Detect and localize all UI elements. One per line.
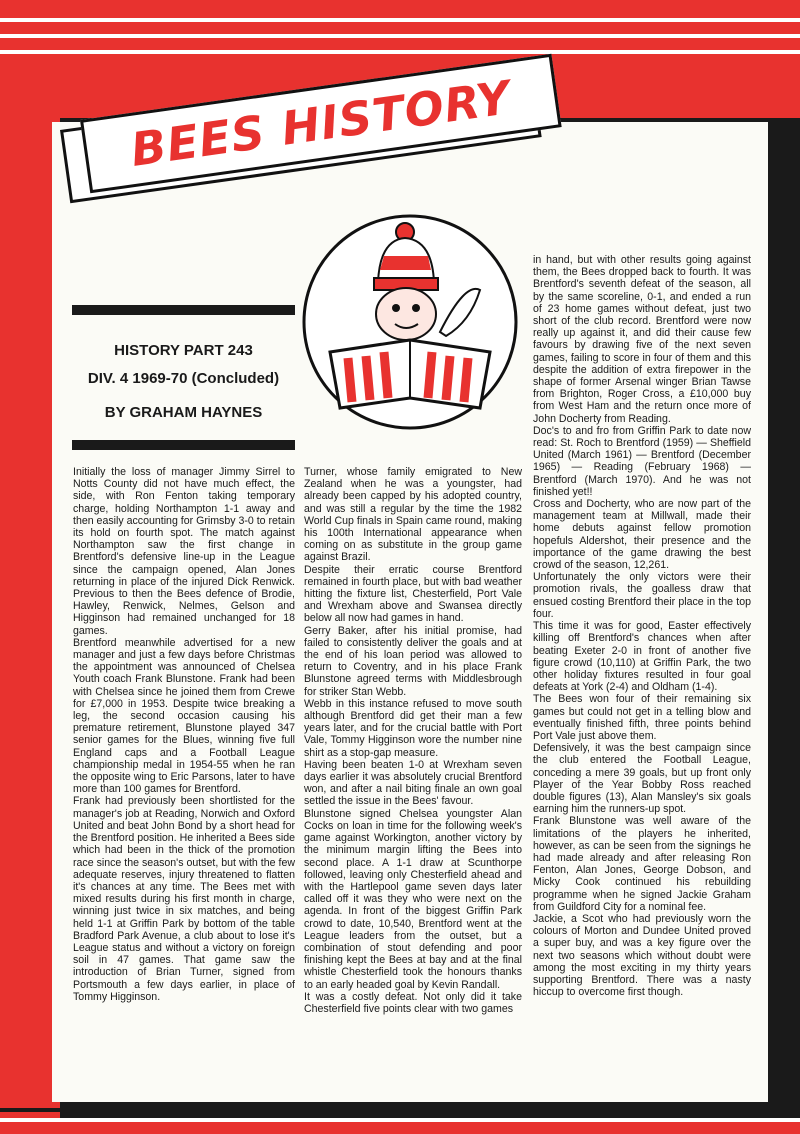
paragraph: Brentford meanwhile advertised for a new manager and just a few days before Christmas the appointment was announced of Chelsea Youth coach Frank Blunstone. Frank had been with Chelsea since he joined them from Crewe for £7,000 in 1953. Despite twice breaking a leg, the second occasion causing his premature retirement, Blunstone played 347 senior games for the Blues, winning five full England caps and a Football League championship medal in 1954-55 when he ran the opposite wing to Eric Parsons, later to have more than 100 games for Brentford. (73, 636, 295, 796)
paragraph: Blunstone signed Chelsea youngster Alan Cocks on loan in time for the following week's game against Workington, another victory by the minimum margin lifting the Bees into second place. A 1-1 draw at Scunthorpe followed, leaving only Chesterfield ahead and with the Hartlepool game seven days later called off it was they who were next on the agenda. In front of the biggest Griffin Park crowd to date, 10,540, Brentford went at the League leaders from the outset, but a combination of stout defending and poor finishing kept the Bees at bay and at the final whistle Chesterfield took the honours thanks to an early headed goal by Kevin Randall. (304, 807, 522, 991)
division-heading: DIV. 4 1969-70 (Concluded) (87, 370, 280, 387)
article-column-middle (304, 466, 522, 1015)
paragraph: Doc's to and fro from Griffin Park to date now read: St. Roch to Brentford (1959) — Sheffield United (March 1961) — Brentford (December 1965) — Reading (February 1968) — Brentford (March 1970). And he was not finished yet!! (533, 424, 751, 498)
bee-mascot-reading-book-icon (300, 212, 520, 432)
paragraph: Gerry Baker, after his initial promise, had failed to consistently deliver the goals and at the end of his loan period was allowed to return to Coventry, and in his place Frank Blunstone agreed terms with Middlesbrough for striker Stan Webb. (304, 624, 522, 698)
paragraph: in hand, but with other results going against them, the Bees dropped back to fourth. It was Brentford's seventh defeat of the season, all by the same scoreline, 0-1, and ended a run of 23 home games without defeat, just two short of the club record. Brentford were now really up against it, and did their cause few favours by drawing five of the next seven games, failing to score in four of them and this despite the addition of extra firepower in the shape of former Arsenal winger Brian Tawse from Brighton, Roger Cross, a £10,000 buy from West Ham and the return once more of John Docherty from Reading. (533, 254, 751, 425)
paragraph: Webb in this instance refused to move south although Brentford did get their man a few years later, and for the crucial battle with Port Vale, Tommy Higginson wore the number nine shirt as a stop-gap measure. (304, 697, 522, 759)
top-stripe-1 (0, 18, 800, 22)
top-stripe-3 (0, 50, 800, 54)
paragraph: The Bees won four of their remaining six games but could not get in a telling blow and eventually finished fifth, three points behind Port Vale just above them. (533, 693, 751, 742)
byline: BY GRAHAM HAYNES (104, 404, 263, 421)
paragraph: Having been beaten 1-0 at Wrexham seven days earlier it was absolutely crucial Brentford won, and after a nail biting finale an own goal settled the issue in the Bees' favour. (304, 758, 522, 808)
footer-rule-1 (0, 1108, 800, 1112)
paragraph: Unfortunately the only victors were their promotion rivals, the goalless draw that ensued costing Brentford their place in the top four. (533, 571, 751, 620)
page-title: BEES HISTORY (127, 70, 515, 177)
article-column-right (533, 254, 751, 998)
paragraph: It was a costly defeat. Not only did it take Chesterfield five points clear with two games (304, 990, 522, 1015)
paragraph: Despite their erratic course Brentford remained in fourth place, but with bad weather hitting the fixture list, Chesterfield, Port Vale and Wrexham above and Swansea directly below all now had games in hand. (304, 563, 522, 625)
paragraph: This time it was for good, Easter effectively killing off Brentford's chances when after beating Exeter 2-0 in front of another five figure crowd (10,110) at Griffin Park, the two other holiday fixtures resulted in four goal defeats at York (2-4) and Oldham (1-4). (533, 620, 751, 694)
part-heading: HISTORY PART 243 (114, 342, 253, 359)
paragraph: Cross and Docherty, who are now part of the management team at Millwall, made their home debuts against fellow promotion hopefuls Aldershot, their presence and the importance of the game drawing the best crowd of the season, 12,261. (533, 498, 751, 572)
header-rule-bottom (72, 440, 295, 450)
paragraph: Initially the loss of manager Jimmy Sirrel to Notts County did not have much effect, the side, with Ron Fenton taking temporary charge, holding Northampton 1-1 away and then easily accounting for Grimsby 3-0 to retain its hold on fourth spot. The match against Northampton saw the first change in Brentford's defensive line-up in the League since the campaign opened, Alan Jones returning in place of the injured Dick Renwick. Previous to then the Bees defence of Brodie, Hawley, Renwick, Nelmes, Gelson and Higginson had remained unchanged for 18 games. (73, 466, 295, 637)
paragraph: Turner, whose family emigrated to New Zealand when he was a youngster, had already been capped by his adopted country, and was still a regular by the time the 1982 World Cup finals in Spain came round, making his 100th International appearance when coming on as substitute in the group game against Brazil. (304, 466, 522, 564)
paragraph: Frank had previously been shortlisted for the manager's job at Reading, Norwich and Oxford United and beat John Bond by a short head for the Brentford position. He inherited a Bees side which had been in the thick of the promotion race since the season's outset, but with the few adequate reserves, injury threatened to flatten it's chances at any time. The Bees met with mixed results during his first month in charge, winning just twice in six matches, and being held 1-1 at Griffin Park by bottom of the table Bradford Park Avenue, a club about to lose it's League status and without a victory on foreign soil in 47 games. That game saw the introduction of Brian Turner, signed from Portsmouth a few days earlier, in place of Tommy Higginson. (73, 795, 296, 1003)
footer-rule-2 (0, 1118, 800, 1122)
article-column-left (73, 466, 295, 1003)
paragraph: Frank Blunstone was well aware of the limitations of the players he inherited, however, as can be seen from the signings he had made already and after releasing Ron Fenton, Alan Jones, George Dobson, and Micky Cook continued his rebuilding programme when he signed Jackie Graham from Guildford City for a nominal fee. (533, 815, 751, 913)
top-stripe-2 (0, 34, 800, 38)
header-rule-top (72, 305, 295, 315)
paragraph: Jackie, a Scot who had previously worn the colours of Morton and Dundee United proved a super buy, and was a key figure over the next two seasons which without doubt were among the most exciting in my thirty years supporting Brentford. There was a nasty hiccup to overcome first though. (533, 912, 751, 999)
paragraph: Defensively, it was the best campaign since the club entered the Football League, conceding a mere 39 goals, but up front only Player of the Year Bobby Ross reached double figures (13), Alan Mansley's six goals earning him the runners-up spot. (533, 742, 751, 816)
